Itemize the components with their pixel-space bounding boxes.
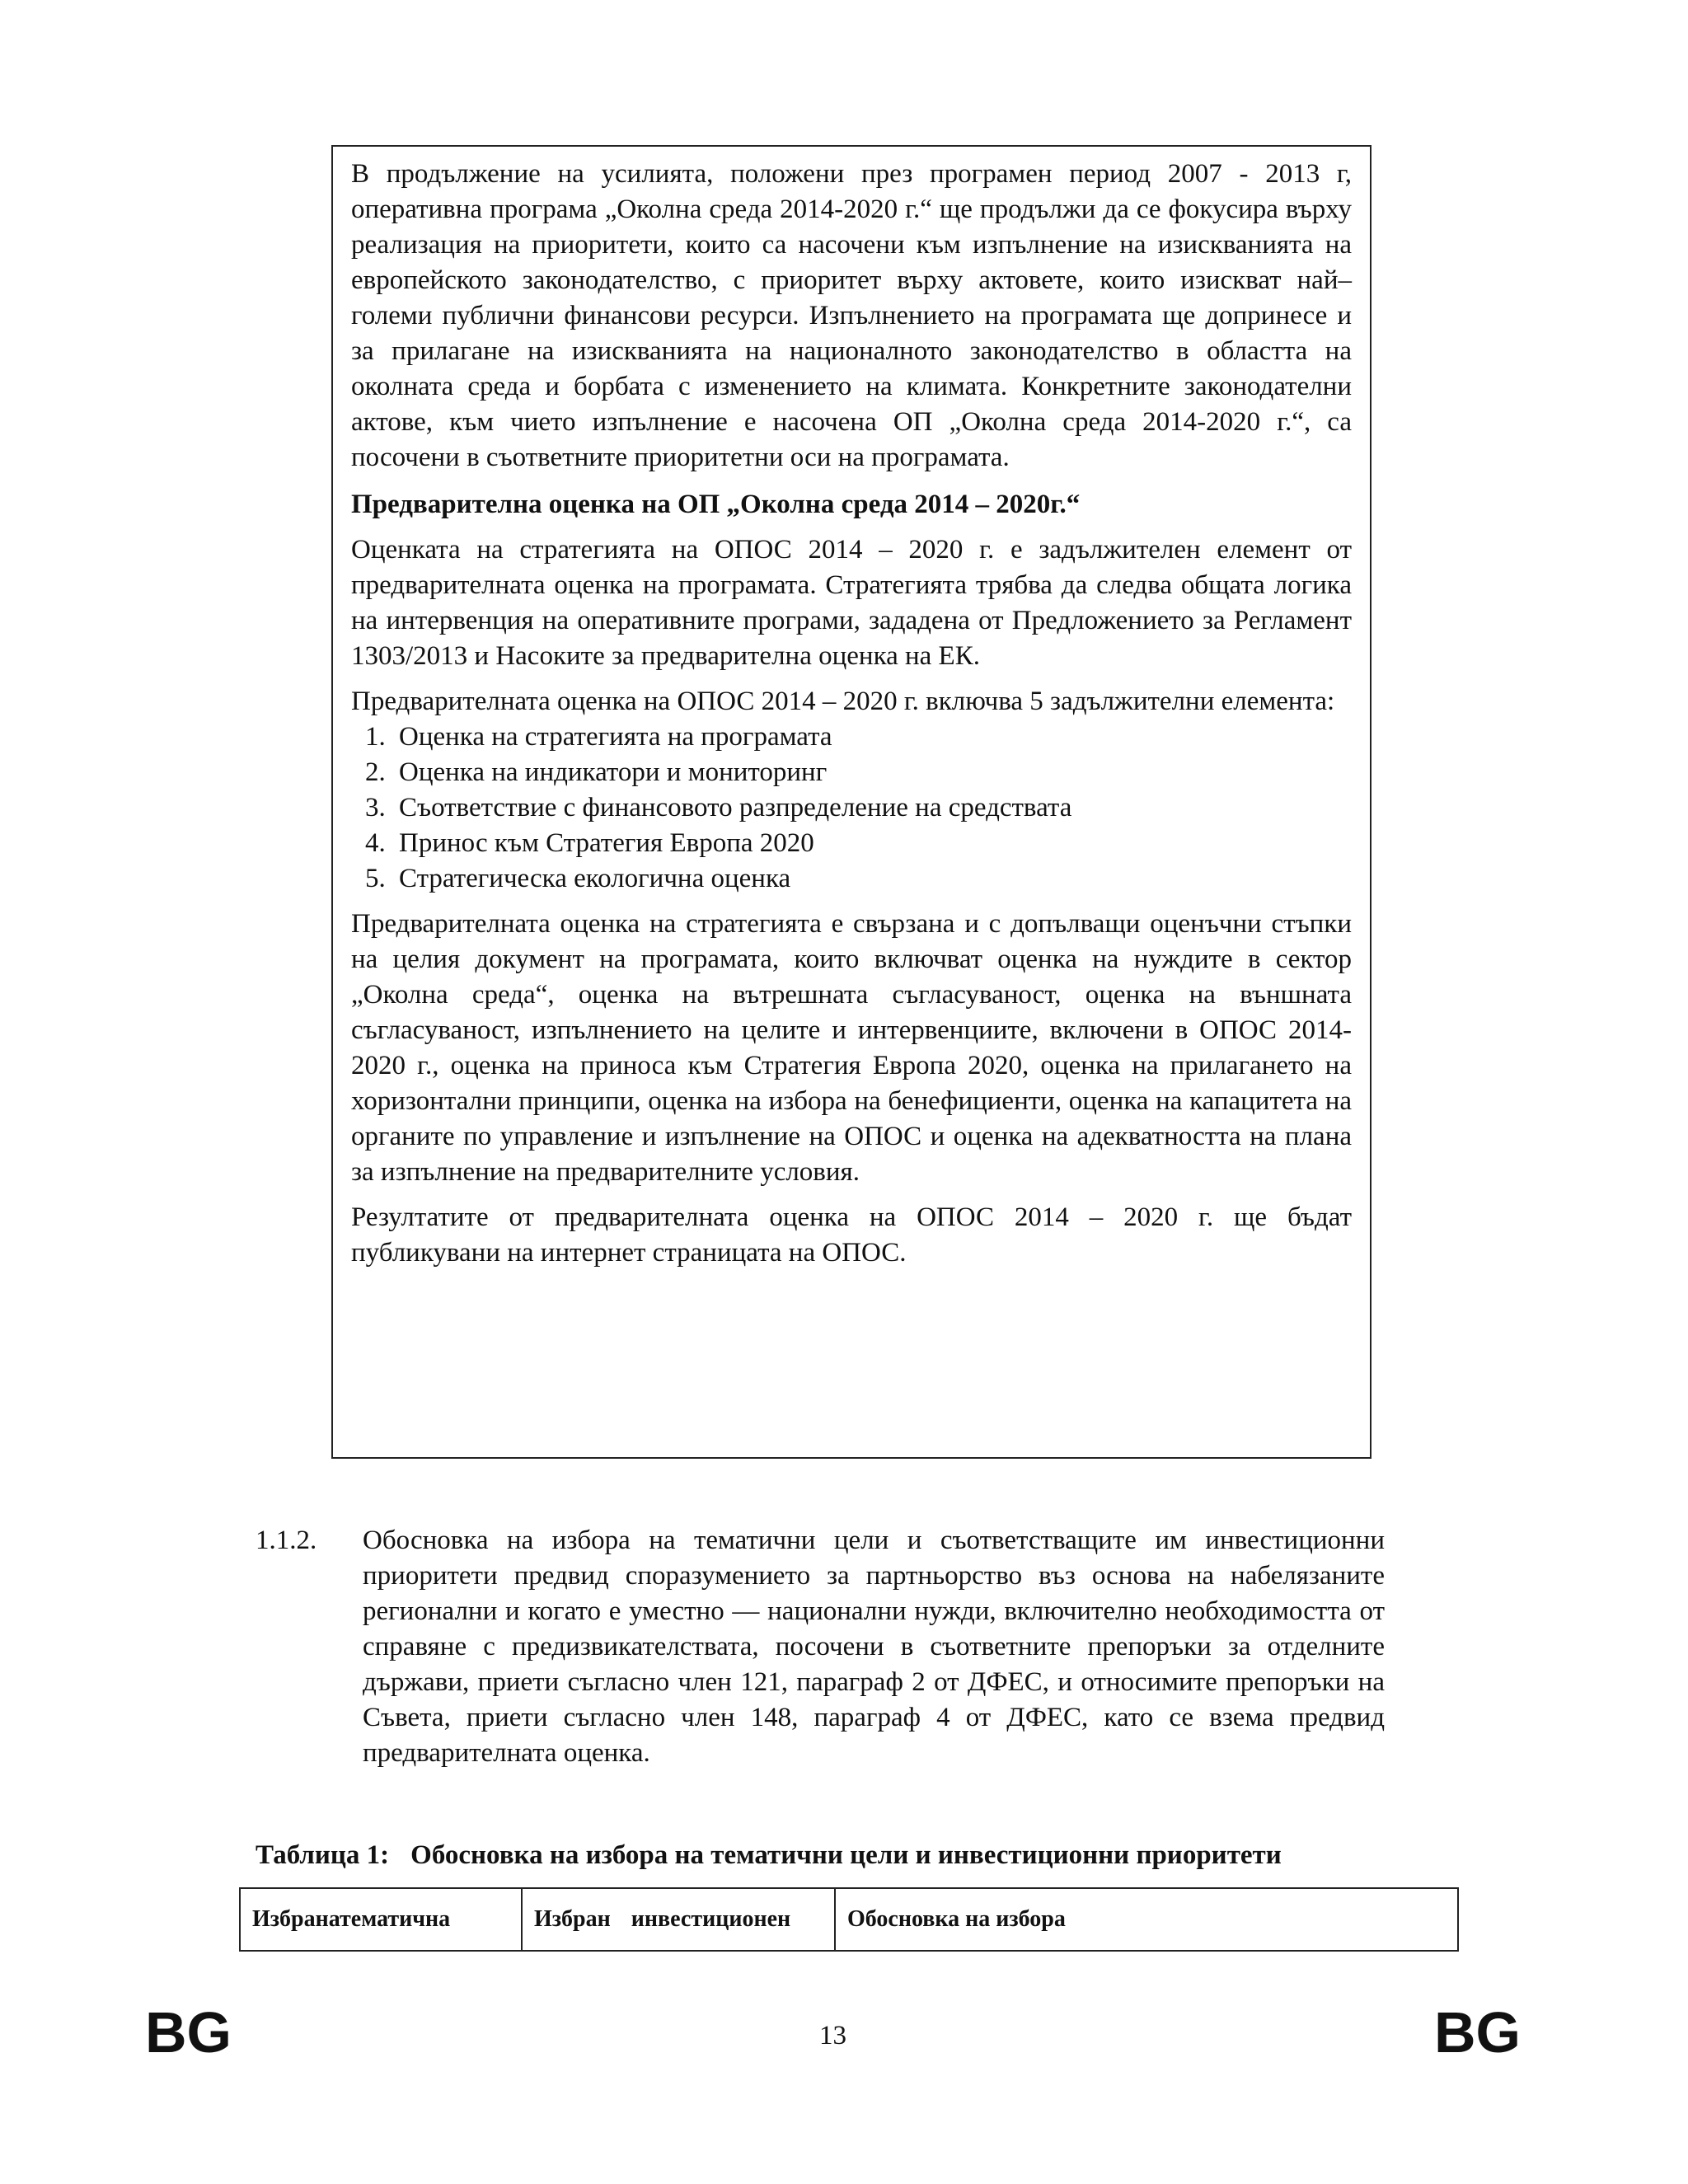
strategy-paragraph: Оценката на стратегията на ОПОС 2014 – 2020 г. е задължителен елемент от предварителната оценка на програмата. Стратегията трябва да следва общата логика на интервенция на оперативните програми, зададена от Предложението за Регламент 1303/2013 и Насоките за предварителна оценка на ЕК. bbox=[351, 535, 1352, 671]
list-item: 5. Стратегическа екологична оценка bbox=[392, 861, 1352, 897]
section-1-1-2 bbox=[256, 1523, 1385, 1771]
evaluation-textbox bbox=[331, 145, 1372, 1459]
table-header-row bbox=[240, 1888, 1458, 1951]
header-investment-priority: Избран инвестиционен bbox=[522, 1888, 835, 1951]
justification-table bbox=[239, 1887, 1459, 1952]
section-text: Обосновка на избора на тематични цели и съответстващите им инвестиционни приоритети предвид споразумението за партньорство въз основа на набелязаните регионални и когато е уместно — национални нужди, включително необходимостта от справяне с предизвикателствата, посочени в съответните препоръки за отделните държави, приети съгласно член 121, параграф 2 от ДФЕС, и относимите препоръки на Съвета, приети съгласно член 148, параграф 4 от ДФЕС, като се взема предвид предварителната оценка. bbox=[363, 1526, 1385, 1768]
page-number: 13 bbox=[819, 2021, 846, 2050]
table-label: Таблица 1: bbox=[256, 1840, 390, 1870]
section-number: 1.1.2. bbox=[256, 1526, 317, 1555]
evaluation-heading: Предварителна оценка на ОП „Околна среда 2014 – 2020г.“ bbox=[351, 490, 1081, 519]
table-caption bbox=[256, 1838, 1282, 1873]
list-item: 4. Принос към Стратегия Европа 2020 bbox=[392, 826, 1352, 861]
header-thematic-objective: Избранатематична bbox=[240, 1888, 522, 1951]
language-code-left: BG bbox=[145, 2000, 232, 2064]
table-title: Обосновка на избора на тематични цели и инвестиционни приоритети bbox=[410, 1840, 1282, 1870]
elements-intro-paragraph: Предварителната оценка на ОПОС 2014 – 2020 г. включва 5 задължителни елемента: bbox=[351, 687, 1335, 716]
results-paragraph: Резултатите от предварителната оценка на ОПОС 2014 – 2020 г. ще бъдат публикувани на интернет страницата на ОПОС. bbox=[351, 1202, 1352, 1268]
list-item: 3. Съответствие с финансовото разпределение на средствата bbox=[392, 790, 1352, 826]
list-item: 2. Оценка на индикатори и мониторинг bbox=[392, 755, 1352, 790]
language-code-right: BG bbox=[1434, 2000, 1521, 2064]
intro-paragraph: В продължение на усилията, положени през програмен период 2007 - 2013 г, оперативна програма „Околна среда 2014-2020 г.“ ще продължи да се фокусира върху реализация на приоритети, които са насочени към изпълнение на изискванията на европейското законодателство, с приоритет върху актовете, които изискват най–големи публични финансови ресурси. Изпълнението на програмата ще допринесе и за прилагане на изискванията на националното законодателство в областта на околната среда и борбата с изменението на климата. Конкретните законодателни актове, към чието изпълнение е насочена ОП „Околна среда 2014-2020 г.“, са посочени в съответните приоритетни оси на програмата. bbox=[351, 159, 1352, 472]
complementary-steps-paragraph: Предварителната оценка на стратегията е свързана и с допълващи оценъчни стъпки на целия документ на програмата, които включват оценка на нуждите в сектор „Околна среда“, оценка на вътрешната съгласуваност, оценка на външната съгласуваност, изпълнението на целите и интервенциите, включени в ОПОС 2014-2020 г., оценка на приноса към Стратегия Европа 2020, оценка на прилагането на хоризонтални принципи, оценка на избора на бенефициенти, оценка на капацитета на органите по управление и изпълнение на ОПОС и оценка на адекватността на плана за изпълнение на предварителните условия. bbox=[351, 909, 1352, 1187]
header-justification: Обосновка на избора bbox=[835, 1888, 1458, 1951]
elements-list bbox=[351, 719, 1352, 897]
list-item: 1. Оценка на стратегията на програмата bbox=[392, 719, 1352, 755]
